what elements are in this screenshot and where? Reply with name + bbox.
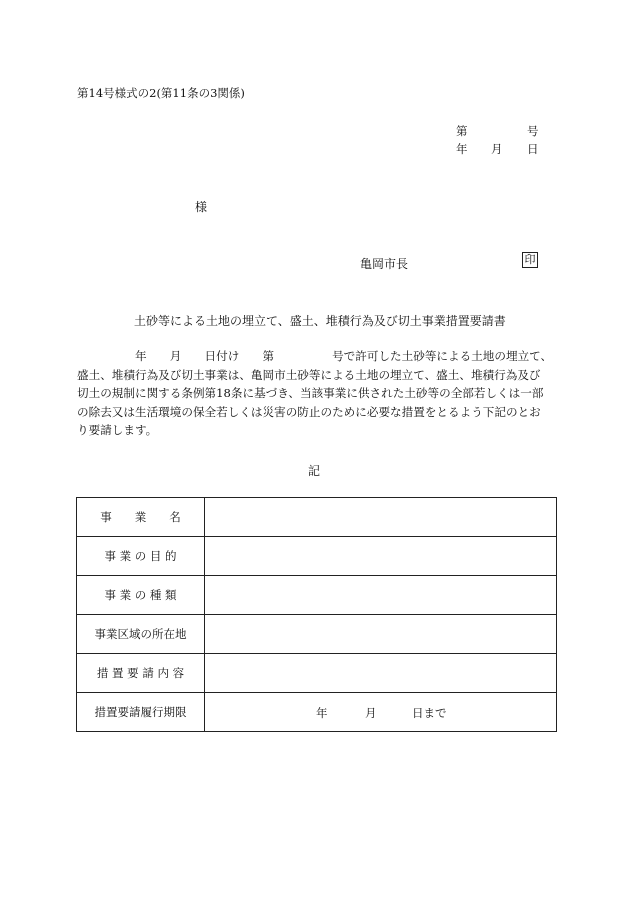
body-line: 年 月 日付け 第 号で許可した土砂等による土地の埋立て、 xyxy=(77,349,553,363)
table-row xyxy=(77,576,557,615)
form-number: 第14号様式の2(第11条の3関係) xyxy=(77,86,245,100)
body-paragraph xyxy=(77,347,559,440)
deadline-month: 月 xyxy=(365,706,377,720)
row-value-business-name xyxy=(205,498,557,537)
table-row xyxy=(77,498,557,537)
body-line: 盛土、堆積行為及び切土事業は、亀岡市土砂等による土地の埋立て、盛土、堆積行為及び xyxy=(77,367,541,382)
row-label-business-type: 事 業 の 種 類 xyxy=(77,576,205,615)
deadline-year: 年 xyxy=(316,706,328,720)
row-value-deadline xyxy=(205,693,557,732)
document-title: 土砂等による土地の埋立て、盛土、堆積行為及び切土事業措置要請書 xyxy=(134,314,506,328)
body-line: の除去又は生活環境の保全若しくは災害の防止のために必要な措置をとるよう下記のとお xyxy=(77,404,541,419)
seal-stamp: 印 xyxy=(522,252,538,268)
date-month: 月 xyxy=(491,142,503,156)
row-label-business-purpose: 事 業 の 目 的 xyxy=(77,537,205,576)
addressee-honorific: 様 xyxy=(195,200,208,214)
doc-number-prefix: 第 xyxy=(456,124,468,138)
table-row xyxy=(77,615,557,654)
sender-name: 亀岡市長 xyxy=(360,257,409,271)
details-table xyxy=(76,497,557,732)
row-label-business-name: 事 業 名 xyxy=(77,498,205,537)
date-day: 日 xyxy=(527,142,539,156)
body-line: 切土の規制に関する条例第18条に基づき、当該事業に供された土砂等の全部若しくは一部 xyxy=(77,386,544,400)
row-label-deadline: 措置要請履行期限 xyxy=(77,693,205,732)
date-year: 年 xyxy=(456,142,468,156)
row-value-measure-content xyxy=(205,654,557,693)
row-value-business-type xyxy=(205,576,557,615)
doc-number-suffix: 号 xyxy=(527,124,539,138)
body-line: り要請します。 xyxy=(77,423,158,437)
table-row xyxy=(77,537,557,576)
deadline-day-until: 日まで xyxy=(412,706,447,720)
row-value-location xyxy=(205,615,557,654)
table-row xyxy=(77,693,557,732)
table-row xyxy=(77,654,557,693)
row-label-measure-content: 措 置 要 請 内 容 xyxy=(77,654,205,693)
row-label-location: 事業区域の所在地 xyxy=(77,615,205,654)
ki-heading: 記 xyxy=(308,464,321,478)
row-value-business-purpose xyxy=(205,537,557,576)
